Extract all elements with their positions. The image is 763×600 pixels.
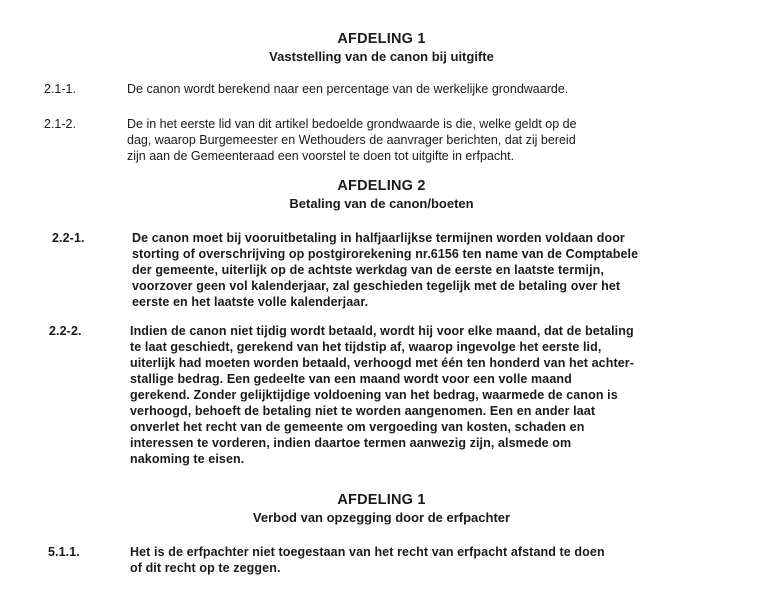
section-title: AFDELING 1	[337, 31, 426, 47]
article-number: 2.2-2.	[49, 324, 82, 338]
section-title: AFDELING 1	[337, 492, 426, 508]
article-text: Indien de canon niet tijdig wordt betaald, wordt hij voor elke maand, dat de betaling te laat geschiedt, gerekend van het tijdstip af, waarop ingevolge het eerste lid, uiterlijk had moeten worden betaald, verhoogd met één ten honderd van het achter- stallige bedrag. Een gedeelte van een maand wordt voor een volle maand gerekend. Zonder gelijktijdige voldoening van het bedrag, waarmede de canon is verhoogd, behoeft de betaling niet te worden aangenomen. Een en ander laat onverlet het recht van de gemeente om vergoeding van kosten, schaden en interessen te vorderen, indien daartoe termen aanwezig zijn, alsmede om nakoming te eisen.	[130, 324, 635, 466]
section-subtitle: Betaling van de canon/boeten	[289, 196, 474, 211]
article-text: De in het eerste lid van dit artikel bedoelde grondwaarde is die, welke geldt op de dag, waarop Burgemeester en Wethouders de aanvrager berichten, dat zij bereid zijn aan de Gemeenteraad een voorstel te doen tot uitgifte in erfpacht.	[127, 117, 577, 163]
article-number: 2.2-1.	[52, 231, 85, 245]
article-text: De canon wordt berekend naar een percentage van de werkelijke grondwaarde.	[127, 82, 569, 96]
article-text: Het is de erfpachter niet toegestaan van het recht van erfpacht afstand te doen of dit recht op te zeggen.	[130, 545, 605, 575]
section-1-heading	[0, 30, 763, 65]
section-title: AFDELING 2	[337, 178, 426, 194]
section-subtitle: Verbod van opzegging door de erfpachter	[252, 510, 511, 525]
article-text: De canon moet bij vooruitbetaling in halfjaarlijkse termijnen worden voldaan door storting of overschrijving op postgirorekening nr.6156 ten name van de Comptabele der gemeente, uiterlijk op de achtste werkdag van de eerste en laatste termijn, voorzover geen vol kalenderjaar, zal geschieden tegelijk met de betaling over het eerste en het laatste volle kalenderjaar.	[132, 231, 639, 309]
article-number: 5.1.1.	[48, 545, 80, 559]
section-subtitle: Vaststelling van de canon bij uitgifte	[269, 49, 494, 64]
section-2-heading	[0, 177, 763, 212]
article-number: 2.1-2.	[44, 117, 76, 131]
section-3-heading	[0, 491, 763, 526]
article-number: 2.1-1.	[44, 82, 76, 96]
